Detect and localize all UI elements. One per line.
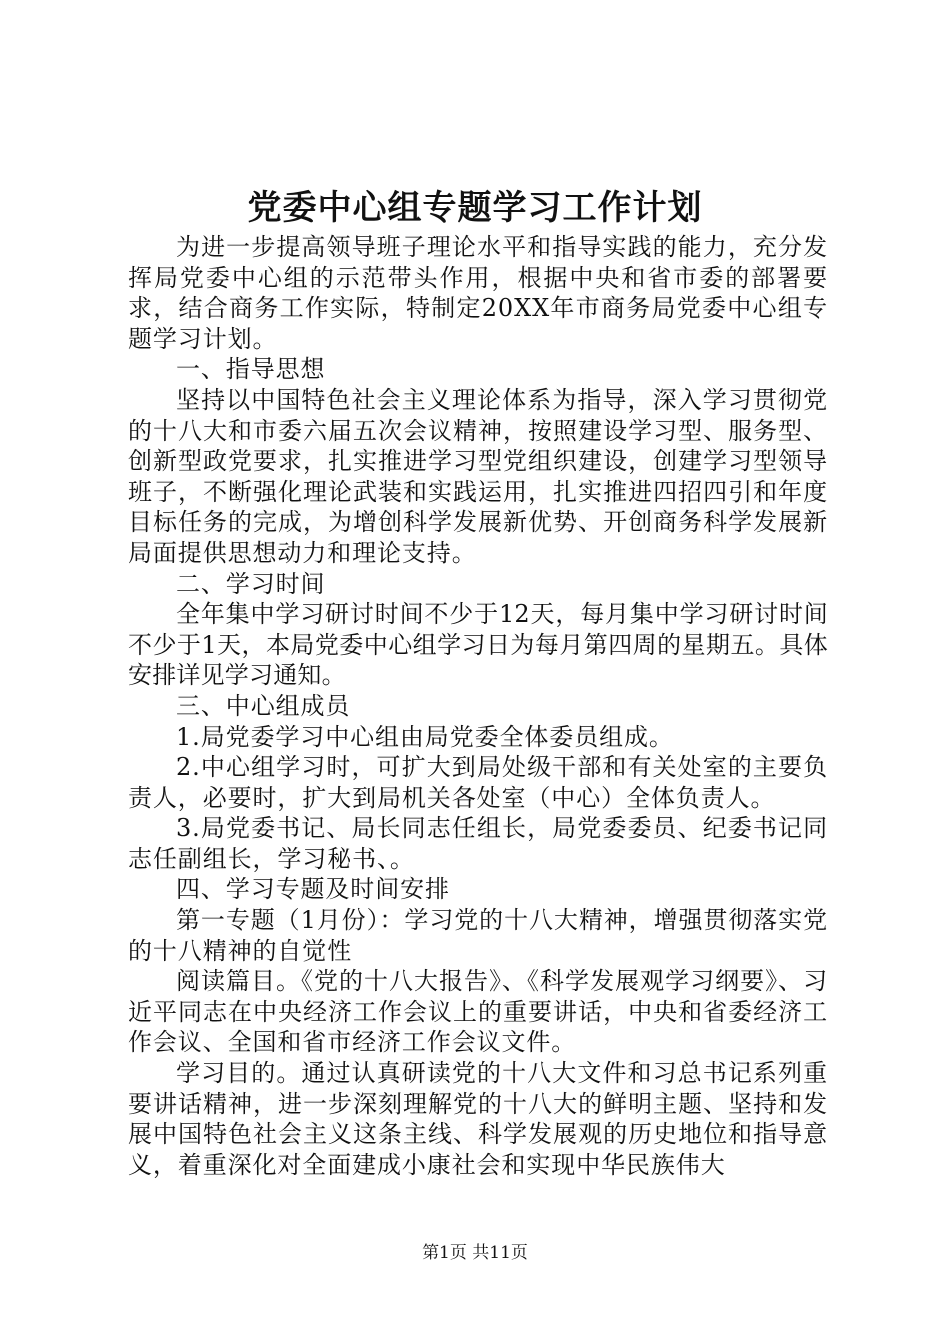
intro-paragraph: 为进一步提高领导班子理论水平和指导实践的能力，充分发挥局党委中心组的示范带头作用，根据中央和省市委的部署要求，结合商务工作实际，特制定20XX年市商务局党委中心组专题学习计划。: [128, 233, 828, 353]
members-item-3: 3.局党委书记、局长同志任组长，局党委委员、纪委书记同志任副组长，学习秘书、。: [128, 814, 828, 873]
topic-1-purpose: 学习目的。通过认真研读党的十八大文件和习总书记系列重要讲话精神，进一步深刻理解党的十八大的鲜明主题、坚持和发展中国特色社会主义这条主线、科学发展观的历史地位和指导意义，着重深化对全面建成小康社会和实现中华民族伟大: [128, 1059, 828, 1179]
guiding-thought-paragraph: 坚持以中国特色社会主义理论体系为指导，深入学习贯彻党的十八大和市委六届五次会议精神，按照建设学习型、服务型、创新型政党要求，扎实推进学习型党组织建设，创建学习型领导班子，不断强化理论武装和实践运用，扎实推进四招四引和年度目标任务的完成，为增创科学发展新优势、开创商务科学发展新局面提供思想动力和理论支持。: [128, 385, 828, 567]
topic-1-heading: 第一专题（1月份）：学习党的十八大精神，增强贯彻落实党的十八精神的自觉性: [128, 906, 828, 965]
study-time-paragraph: 全年集中学习研讨时间不少于12天，每月集中学习研讨时间不少于1天，本局党委中心组学习日为每月第四周的星期五。具体安排详见学习通知。: [128, 600, 828, 690]
document-body: [128, 232, 828, 1180]
members-item-1: 1.局党委学习中心组由局党委全体委员组成。: [176, 722, 674, 751]
section-heading-study-time: 二、学习时间: [176, 569, 326, 598]
section-heading-guiding-thought: 一、指导思想: [176, 355, 326, 384]
topic-1-readings: 阅读篇目。《党的十八大报告》、《科学发展观学习纲要》、习近平同志在中央经济工作会议上的重要讲话，中央和省委经济工作会议、全国和省市经济工作会议文件。: [128, 967, 828, 1057]
section-heading-members: 三、中心组成员: [176, 691, 351, 720]
members-item-2: 2.中心组学习时，可扩大到局处级干部和有关处室的主要负责人，必要时，扩大到局机关各处室（中心）全体负责人。: [128, 753, 828, 812]
section-heading-topics: 四、学习专题及时间安排: [176, 875, 450, 904]
page-number-footer: 第1页 共11页: [422, 1243, 528, 1263]
document-title: 党委中心组专题学习工作计划: [247, 188, 703, 228]
